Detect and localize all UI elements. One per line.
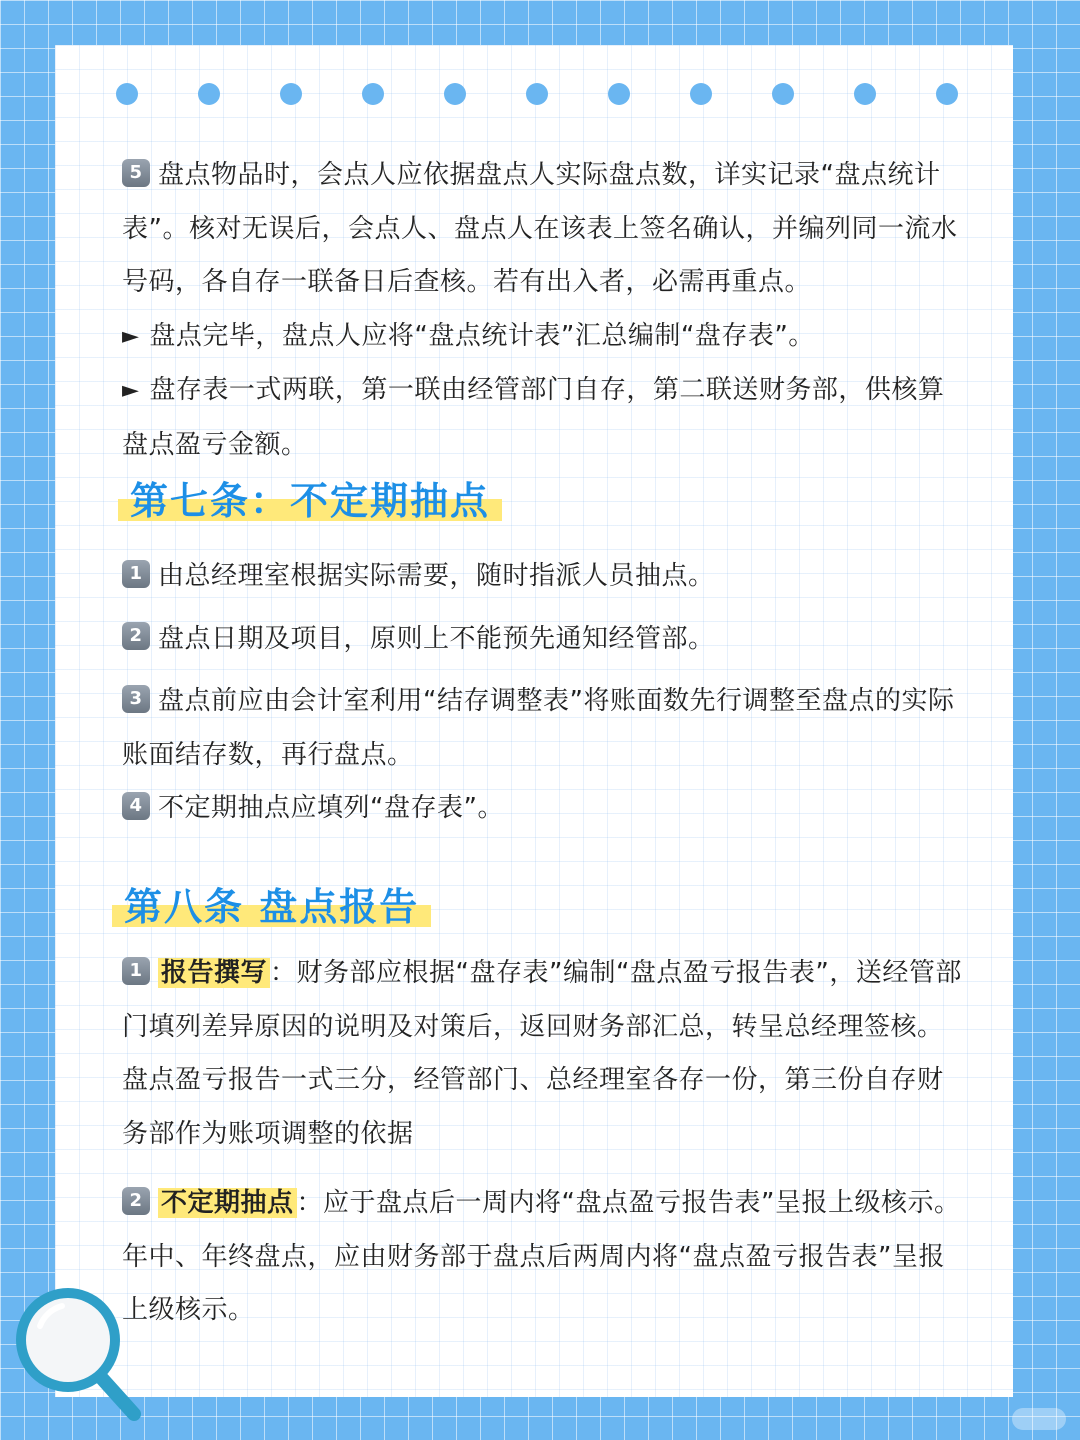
binder-dot: [116, 83, 138, 105]
section-8-list: [122, 947, 967, 1338]
arrow-right-icon: ►: [122, 323, 140, 349]
list-item: [122, 782, 967, 836]
section-7-heading-text: 第七条：不定期抽点: [130, 479, 491, 523]
list-item: [122, 613, 967, 667]
binder-dots: [55, 45, 1013, 145]
list-item-text: 盘点日期及项目，原则上不能预先通知经管部。: [158, 623, 715, 654]
list-item-text: 不定期抽点应填列“盘存表”。: [158, 793, 504, 823]
intro-paragraph-3: [122, 364, 967, 472]
intro-paragraph-2: [122, 310, 967, 365]
intro-paragraph-2-text: 盘点完毕，盘点人应将“盘点统计表”汇总编制“盘存表”。: [149, 320, 815, 351]
list-item: [122, 550, 967, 604]
binder-dot: [198, 83, 220, 105]
list-item-text: ：应于盘点后一周内将“盘点盈亏报告表”呈报上级核示。年中、年终盘点，应由财务部于盘点后两周内将“盘点盈亏报告表”呈报上级核示。: [122, 1188, 961, 1325]
arrow-right-icon: ►: [122, 378, 140, 403]
list-item-text: ：财务部应根据“盘存表”编制“盘点盈亏报告表”，送经管部门填列差异原因的说明及对策后，返回财务部汇总，转呈总经理签核。盘点盈亏报告一式三分，经管部门、总经理室各存一份，第三份自存财务部作为账项调整的依据: [122, 958, 962, 1149]
number-5-icon: 5: [122, 159, 150, 187]
number-4-icon: 4: [122, 792, 150, 820]
section-7-list: [122, 550, 967, 836]
number-3-icon: 3: [122, 685, 150, 713]
section-8-heading: [124, 885, 419, 929]
intro-block: [122, 149, 967, 472]
binder-dot: [690, 83, 712, 105]
item-label: 不定期抽点: [158, 1188, 297, 1218]
intro-paragraph-1-text: 盘点物品时，会点人应依据盘点人实际盘点数，详实记录“盘点统计表”。核对无误后，会点人、盘点人在该表上签名确认，并编列同一流水号码，各自存一联备日后查核。若有出入者，必需再重点。: [122, 160, 958, 297]
number-1-icon: 1: [122, 560, 150, 588]
item-label: 报告撰写: [158, 958, 270, 988]
list-item: [122, 675, 967, 782]
section-7-heading: [130, 479, 490, 523]
list-item: [122, 947, 967, 1161]
number-2-icon: 2: [122, 1187, 150, 1215]
binder-dot: [772, 83, 794, 105]
watermark: [1012, 1408, 1066, 1430]
binder-dot: [608, 83, 630, 105]
number-2-icon: 2: [122, 622, 150, 650]
number-1-icon: 1: [122, 957, 150, 985]
binder-dot: [362, 83, 384, 105]
binder-dot: [854, 83, 876, 105]
list-item-text: 盘点前应由会计室利用“结存调整表”将账面数先行调整至盘点的实际账面结存数，再行盘点。: [122, 686, 955, 770]
binder-dot: [444, 83, 466, 105]
intro-paragraph-3-text: 盘存表一式两联，第一联由经管部门自存，第二联送财务部，供核算盘点盈亏金额。: [122, 375, 945, 460]
intro-paragraph-1: [122, 149, 967, 310]
section-8-heading-text: 第八条 盘点报告: [124, 885, 420, 929]
binder-dot: [280, 83, 302, 105]
binder-dot: [936, 83, 958, 105]
magnifier-icon: [10, 1282, 150, 1427]
content-card: [55, 45, 1013, 1397]
binder-dot: [526, 83, 548, 105]
list-item: [122, 1177, 967, 1338]
list-item-text: 由总经理室根据实际需要，随时指派人员抽点。: [158, 561, 715, 591]
